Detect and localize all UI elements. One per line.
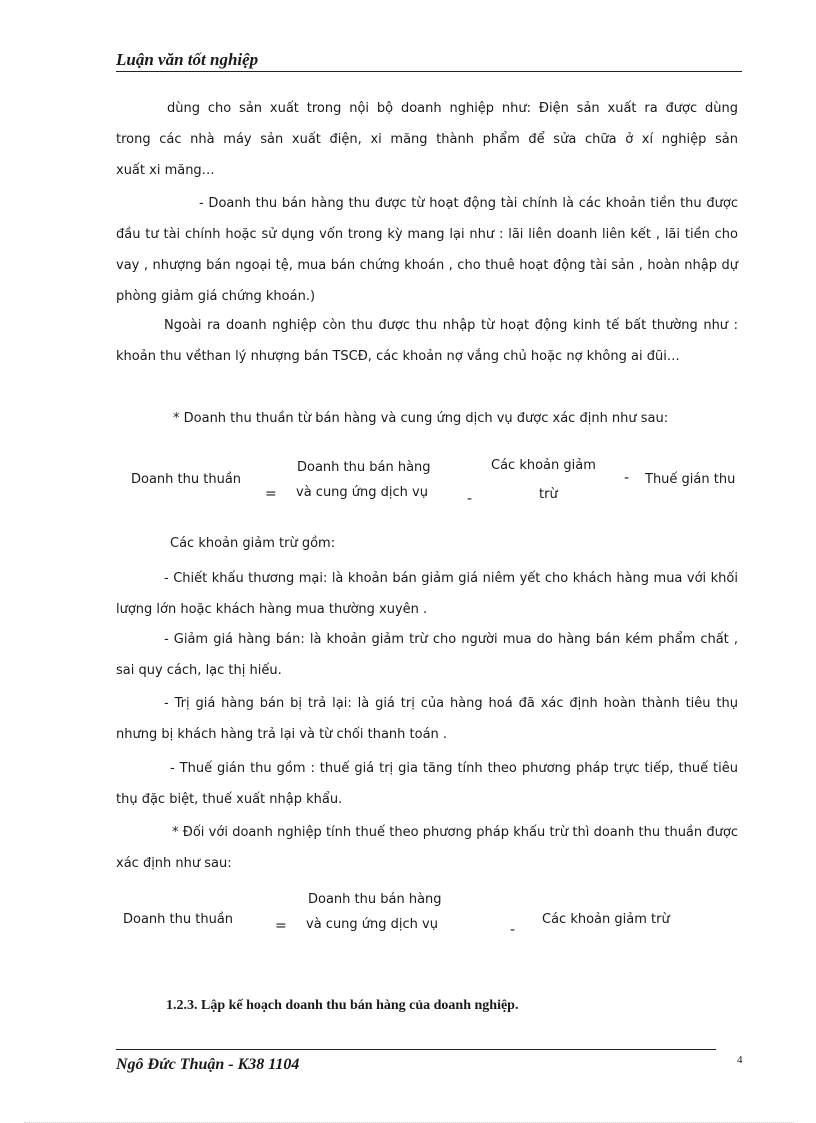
formula2-term2: Các khoản giảm trừ: [542, 912, 670, 927]
deduction-item-returns: - Trị giá hàng bán bị trả lại: là giá trị của hàng hoá đã xác định hoàn thành tiêu thụ nhưng bị khách hàng trả lại và từ chối thanh toán .: [116, 696, 738, 742]
formula1-equals: =: [265, 486, 277, 502]
page-number: 4: [737, 1054, 743, 1066]
section-heading: 1.2.3. Lập kế hoạch doanh thu bán hàng của doanh nghiệp.: [166, 998, 519, 1013]
deductions-heading: Các khoản giảm trừ gồm:: [170, 536, 336, 551]
formula2-minus: -: [510, 922, 516, 938]
formula1-term1-line2: và cung ứng dịch vụ: [296, 485, 428, 500]
formula2-term1-line2: và cung ứng dịch vụ: [306, 917, 438, 932]
formula1-term2-line2: trừ: [539, 487, 558, 502]
para1-line1: dùng cho sản xuất trong nội bộ doanh nghiệp như: Điện sản xuất ra được dùng: [167, 101, 738, 116]
footer-rule: [116, 1049, 716, 1050]
deduction-item-indirect-tax: - Thuế gián thu gồm : thuế giá trị gia tăng tính theo phương pháp trực tiếp, thuế tiêu thụ đặc biệt, thuế xuất nhập khẩu.: [116, 761, 738, 807]
para1-line3: xuất xi măng…: [116, 163, 215, 178]
footer-author: Ngô Đức Thuận - K38 1104: [116, 1056, 300, 1073]
formula1-minus2: -: [624, 470, 630, 486]
paragraph-financial-revenue: - Doanh thu bán hàng thu được từ hoạt động tài chính là các khoản tiền thu được đầu tư tài chính hoặc sử dụng vốn trong kỳ mang lại như : lãi liên doanh liên kết , lãi tiền cho vay , nhượng bán ngoại tệ, mua bán chứng khoán , cho thuê hoạt động tài sản , hoàn nhập dự phòng giảm giá chứng khoán.): [116, 196, 738, 304]
paragraph-net-revenue-intro: * Doanh thu thuần từ bán hàng và cung ứng dịch vụ được xác định như sau:: [173, 411, 669, 426]
para1-line2: trong các nhà máy sản xuất điện, xi măng thành phẩm để sửa chữa ở xí nghiệp sản: [116, 132, 738, 147]
formula1-minus1: -: [467, 491, 473, 507]
formula2-left: Doanh thu thuần: [123, 912, 234, 927]
header-rule: [116, 71, 742, 72]
paragraph-other-income: Ngoài ra doanh nghiệp còn thu được thu nhập từ hoạt động kinh tế bất thường như : khoản thu vềthan lý nhượng bán TSCĐ, các khoản nợ vắng chủ hoặc nợ không ai đũi…: [116, 318, 738, 364]
formula1-term3: Thuế gián thu: [645, 472, 736, 487]
formula1-term2-line1: Các khoản giảm: [491, 458, 596, 473]
formula2-equals: =: [275, 918, 287, 934]
deduction-item-discount: - Chiết khấu thương mại: là khoản bán giảm giá niêm yết cho khách hàng mua với khối lượng lớn hoặc khách hàng mua thường xuyên .: [116, 571, 738, 617]
formula2-term1-line1: Doanh thu bán hàng: [308, 892, 442, 907]
deduction-item-price-reduction: - Giảm giá hàng bán: là khoản giảm trừ cho người mua do hàng bán kém phẩm chất , sai quy cách, lạc thị hiếu.: [116, 632, 738, 678]
formula1-left: Doanh thu thuần: [131, 472, 242, 487]
paragraph-deduction-method: * Đối với doanh nghiệp tính thuế theo phương pháp khấu trừ thì doanh thu thuần được xác định như sau:: [116, 825, 738, 871]
page-header-title: Luận văn tốt nghiệp: [116, 50, 259, 69]
formula1-term1-line1: Doanh thu bán hàng: [297, 460, 431, 475]
